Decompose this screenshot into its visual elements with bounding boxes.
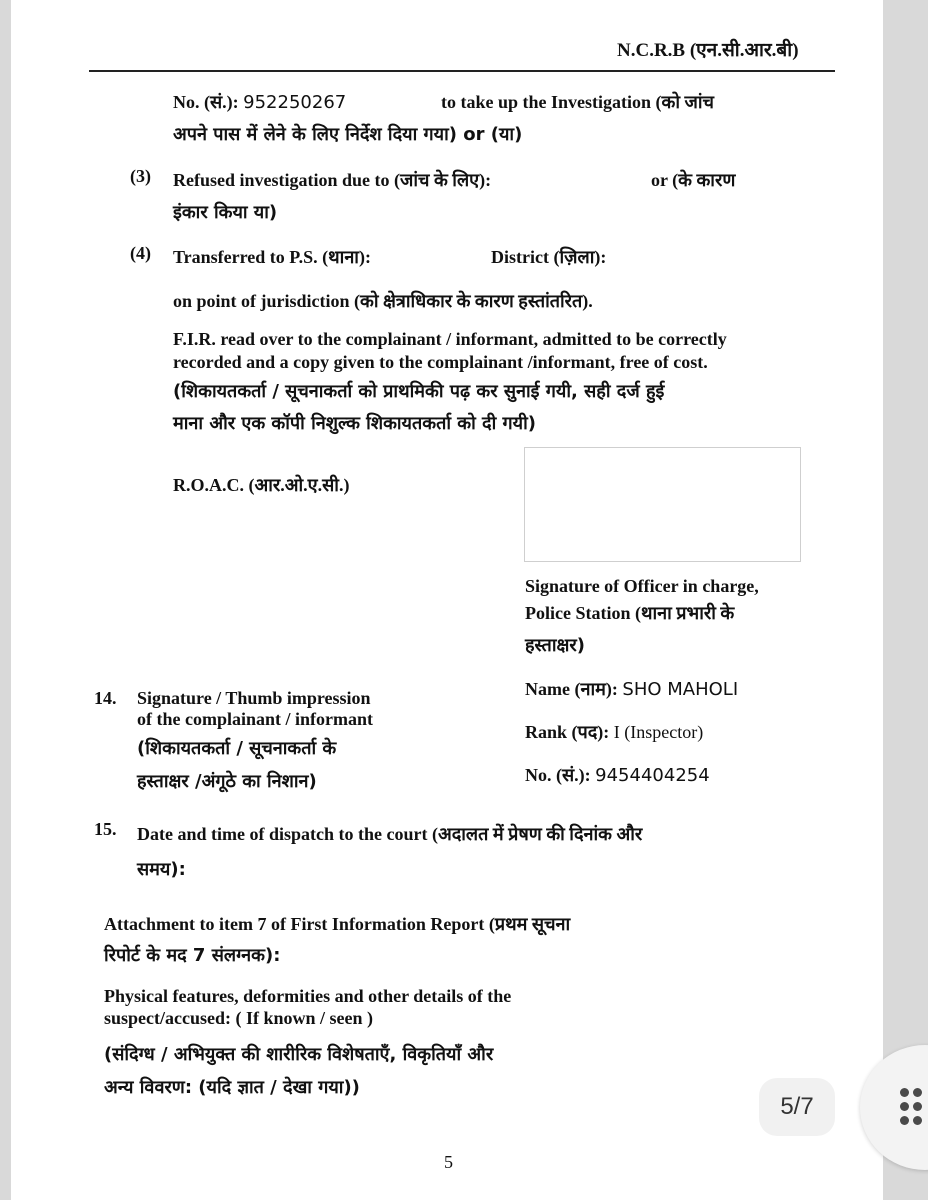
no-label — [173, 90, 346, 115]
officer-signature-1: Signature of Officer in charge, — [525, 576, 759, 596]
fir-hindi-2: माना और एक कॉपी निशुल्क शिकायतकर्ता को दी गयी) — [173, 413, 536, 434]
attachment-line1: Attachment to item 7 of First Information Report (प्रथम सूचना — [104, 914, 571, 934]
item-14-line1: Signature / Thumb impression — [137, 688, 371, 708]
officer-rank-value: I (Inspector) — [613, 722, 704, 742]
item-14-line2: of the complainant / informant — [137, 709, 373, 729]
investigation-text: to take up the Investigation (को जांच — [441, 92, 714, 112]
roac-label: R.O.A.C. (आर.ओ.ए.सी.) — [173, 475, 350, 495]
officer-name-row — [525, 677, 738, 702]
no-value: 952250267 — [243, 92, 347, 113]
refused-text-cont: इंकार किया या) — [173, 202, 278, 223]
item-15-number: 15. — [94, 819, 117, 839]
jurisdiction-text: on point of jurisdiction (को क्षेत्राधिकार के कारण हस्तांतरित). — [173, 291, 593, 311]
investigation-text-cont: अपने पास में लेने के लिए निर्देश दिया गया) or (या) — [173, 124, 523, 145]
physical-features-2: suspect/accused: ( If known / seen ) — [104, 1008, 374, 1028]
header-rule — [89, 70, 835, 72]
item-15-line2: समय): — [137, 859, 186, 880]
officer-name-value: SHO MAHOLI — [622, 679, 739, 700]
refused-or: or (के कारण — [651, 170, 736, 190]
officer-no-label: No. (सं.): — [525, 765, 591, 785]
fir-hindi-1: (शिकायतकर्ता / सूचनाकर्ता को प्राथमिकी पढ़ कर सुनाई गयी, सही दर्ज हुई — [173, 381, 665, 402]
officer-signature-2: Police Station (थाना प्रभारी के — [525, 603, 735, 623]
no-label-text: No. (सं.): — [173, 92, 239, 112]
fir-english-2: recorded and a copy given to the complainant /informant, free of cost. — [173, 352, 708, 372]
ncrb-header: N.C.R.B (एन.सी.आर.बी) — [617, 40, 799, 61]
district-text: District (ज़िला): — [491, 247, 607, 267]
physical-features-hindi-1: (संदिग्ध / अभियुक्त की शारीरिक विशेषताएँ, विकृतियाँ और — [104, 1044, 494, 1065]
officer-name-label: Name (नाम): — [525, 679, 618, 699]
item-3-number: (3) — [130, 166, 151, 186]
physical-features-hindi-2: अन्य विवरण: (यदि ज्ञात / देखा गया)) — [104, 1077, 360, 1098]
officer-signature-box — [524, 447, 801, 562]
page-number: 5 — [444, 1152, 453, 1172]
refused-text: Refused investigation due to (जांच के लिए): — [173, 170, 492, 190]
attachment-line2: रिपोर्ट के मद 7 संलग्नक): — [104, 945, 281, 966]
officer-signature-3: हस्ताक्षर) — [525, 635, 585, 656]
officer-rank-row — [525, 720, 703, 744]
officer-no-value: 9454404254 — [595, 765, 710, 786]
item-14-line3: (शिकायतकर्ता / सूचनाकर्ता के — [137, 738, 337, 759]
officer-no-row — [525, 763, 710, 788]
item-15-line1: Date and time of dispatch to the court (अदालत में प्रेषण की दिनांक और — [137, 824, 643, 844]
grid-dots-icon[interactable] — [900, 1088, 928, 1128]
item-14-number: 14. — [94, 688, 117, 708]
item-4-number: (4) — [130, 243, 151, 263]
transferred-text: Transferred to P.S. (थाना): — [173, 247, 371, 267]
officer-rank-label: Rank (पद): — [525, 722, 610, 742]
physical-features-1: Physical features, deformities and other details of the — [104, 986, 512, 1006]
item-14-line4: हस्ताक्षर /अंगूठे का निशान) — [137, 771, 317, 792]
document-page — [11, 0, 883, 1200]
page-indicator: 5/7 — [759, 1078, 835, 1136]
fir-english-1: F.I.R. read over to the complainant / informant, admitted to be correctly — [173, 329, 727, 349]
